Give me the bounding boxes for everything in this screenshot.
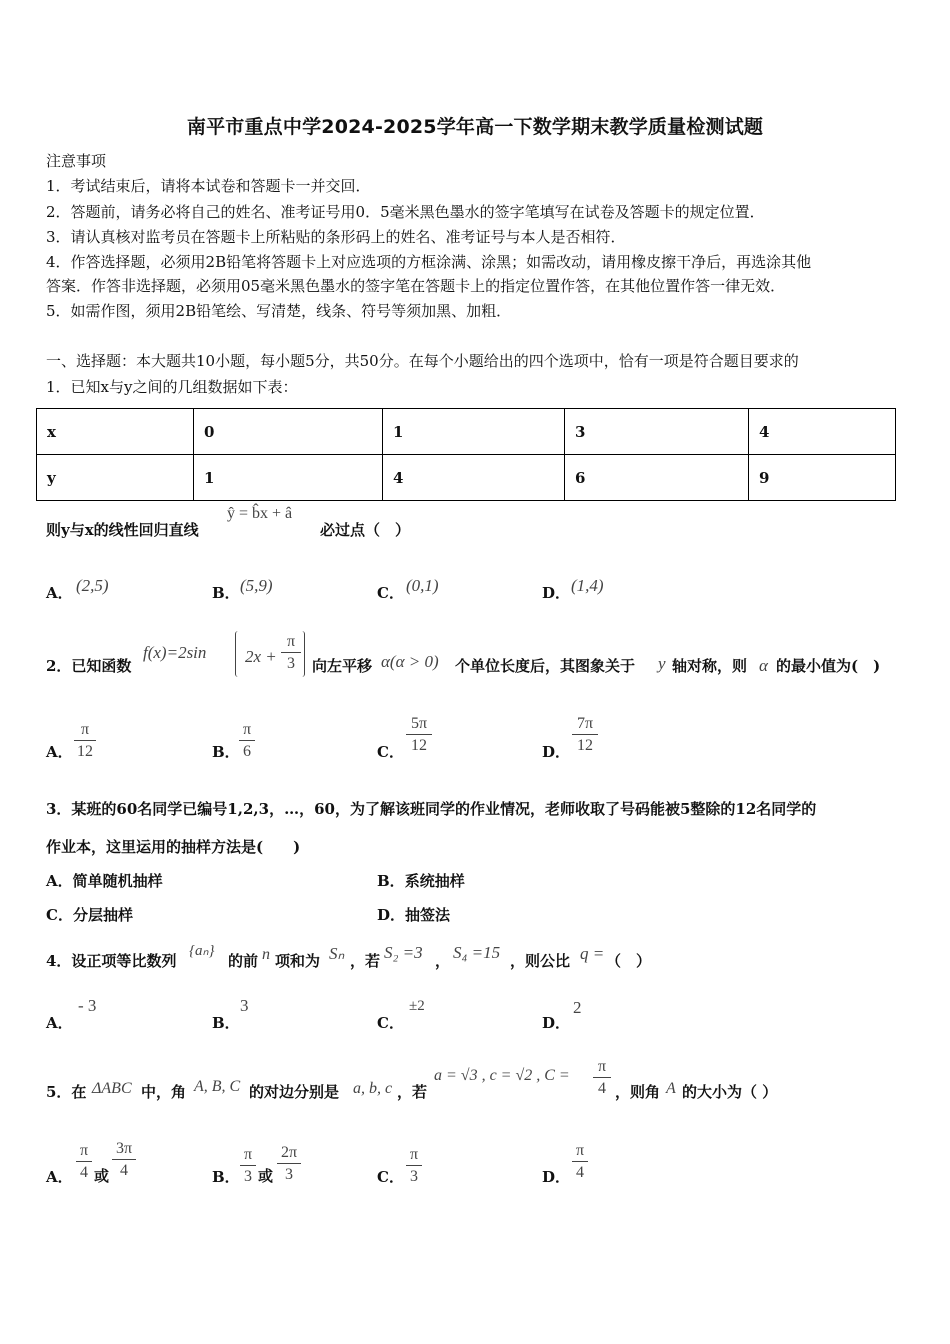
q4-option-a-label: A．	[46, 1014, 73, 1032]
section-heading: 一、选择题：本大题共10小题，每小题5分，共50分。在每个小题给出的四个选项中，恰有一项是符合题目要求的	[46, 352, 799, 370]
q5-triangle: ΔABC	[92, 1080, 132, 1097]
q5-sides: a, b, c	[353, 1080, 393, 1097]
q3-option-b	[377, 871, 465, 891]
frac-num: 7π	[576, 715, 594, 732]
q4-text: ，则公比	[510, 952, 571, 970]
q1-option-d-label: D．	[542, 584, 571, 602]
table-cell: 4	[749, 409, 896, 455]
frac-den: 12	[77, 743, 93, 760]
frac-bar	[74, 740, 96, 741]
frac-num: π	[80, 721, 90, 738]
frac-num: π	[597, 1058, 607, 1075]
q2-alpha: α	[759, 656, 768, 675]
notice-item: 1．考试结束后，请将本试卷和答题卡一并交回．	[46, 177, 371, 195]
q3-stem-line2: 作业本，这里运用的抽样方法是( )	[46, 838, 301, 856]
q4-text: ，若	[350, 952, 381, 970]
frac-num: π	[575, 1142, 585, 1159]
frac-den: 4	[120, 1162, 128, 1179]
frac-num: π	[286, 633, 296, 650]
table-row	[37, 455, 896, 501]
q4-q: q =	[580, 944, 605, 963]
q5-option-b-label: B．	[212, 1168, 240, 1186]
q2-text: 向左平移	[312, 657, 373, 675]
paren-left	[235, 631, 238, 677]
q3-option-a	[46, 871, 163, 891]
q4-option-d-label: D．	[542, 1014, 571, 1032]
table-cell: 3	[565, 409, 749, 455]
q2-option-a-value	[74, 721, 96, 761]
frac-den: 4	[80, 1164, 88, 1181]
table-cell: 4	[383, 455, 565, 501]
q5-option-a-value2	[112, 1140, 136, 1180]
frac-den: 3	[287, 655, 295, 672]
frac-bar	[240, 1165, 256, 1166]
frac-bar	[239, 740, 255, 741]
q5-text: 的对边分别是	[249, 1083, 340, 1101]
q2-option-d-label: D．	[542, 743, 571, 761]
frac-num: π	[242, 721, 252, 738]
q4-s4: S₄ =15	[453, 943, 501, 962]
q2-y: y	[658, 654, 666, 673]
paren-right	[302, 631, 305, 677]
notice-item: 3．请认真核对监考员在答题卡上所粘贴的条形码上的姓名、准考证号与本人是否相符．	[46, 228, 626, 246]
q5-a: A	[666, 1080, 676, 1097]
q5-option-c-value	[406, 1146, 422, 1186]
q1-followup: 则y与x的线性回归直线	[46, 521, 199, 539]
notice-item: 5．如需作图，须用2B铅笔绘、写清楚，线条、符号等须加黑、加粗．	[46, 302, 512, 320]
q3-option-d	[377, 905, 450, 925]
q4-option-a-value: - 3	[78, 996, 97, 1015]
q5-option-c-label: C．	[377, 1168, 404, 1186]
q5-text: ，则角	[615, 1083, 661, 1101]
q4-stem: 4．设正项等比数列	[46, 952, 177, 970]
frac-bar	[593, 1077, 611, 1078]
q4-option-b-label: B．	[212, 1014, 240, 1032]
frac-num: 5π	[410, 715, 428, 732]
option-text: 抽签法	[405, 906, 451, 924]
q5-text: ，若	[397, 1083, 428, 1101]
q3-option-c	[46, 905, 133, 925]
q4-sn: Sₙ	[329, 944, 345, 963]
frac-bar	[572, 734, 598, 735]
frac-bar	[76, 1161, 92, 1162]
q1-option-c-label: C．	[377, 584, 404, 602]
table-row	[37, 409, 896, 455]
notice-item: 答案．作答非选择题，必须用05毫米黑色墨水的签字笔在答题卡上的指定位置作答，在其他位置作答一律无效．	[46, 277, 786, 295]
q5-option-d-value	[572, 1142, 588, 1182]
q2-text: 轴对称，则	[672, 657, 748, 675]
page-title: 南平市重点中学2024-2025学年高一下数学期末教学质量检测试题	[186, 116, 764, 138]
q4-text: ，	[435, 952, 451, 970]
table-cell: 1	[194, 455, 383, 501]
frac-bar	[277, 1163, 301, 1164]
frac-den: 12	[411, 737, 427, 754]
frac-bar	[112, 1159, 136, 1160]
frac-num: π	[243, 1146, 253, 1163]
q4-sequence: {aₙ}	[189, 943, 215, 959]
option-label: D．	[377, 906, 406, 924]
q4-option-d-value: 2	[573, 998, 582, 1017]
q1-option-c-value: (0,1)	[406, 576, 439, 595]
q5-option-a-label: A．	[46, 1168, 73, 1186]
q5-text: 中，角	[141, 1083, 187, 1101]
q4-n: n	[262, 946, 270, 963]
q5-option-b-value2	[277, 1144, 301, 1184]
q5-option-a-value1	[76, 1142, 92, 1182]
frac-bar	[281, 652, 301, 653]
or-text: 或	[258, 1167, 274, 1185]
q4-text: 的前	[228, 952, 259, 970]
frac-den: 3	[244, 1168, 252, 1185]
q5-option-d-label: D．	[542, 1168, 571, 1186]
q1-option-b-value: (5,9)	[240, 576, 273, 595]
or-text: 或	[94, 1167, 110, 1185]
q5-angle-c-fraction	[593, 1058, 611, 1098]
q2-option-c-label: C．	[377, 743, 404, 761]
q2-text: 个单位长度后，其图象关于	[455, 657, 636, 675]
q5-text: 的大小为（ ）	[682, 1083, 778, 1101]
q2-fraction	[281, 633, 301, 673]
q1-option-a-value: (2,5)	[76, 576, 109, 595]
q5-condition: a = √3 , c = √2 , C =	[434, 1067, 570, 1084]
frac-den: 3	[285, 1166, 293, 1183]
q1-option-d-value: (1,4)	[571, 576, 604, 595]
q2-function: f(x)=2sin	[143, 643, 207, 662]
table-cell: 1	[383, 409, 565, 455]
frac-den: 12	[577, 737, 593, 754]
q2-option-c-value	[406, 715, 432, 755]
frac-bar	[406, 734, 432, 735]
q1-option-b-label: B．	[212, 584, 240, 602]
q4-option-c-label: C．	[377, 1014, 404, 1032]
q5-stem: 5．在	[46, 1083, 87, 1101]
q2-option-a-label: A．	[46, 743, 73, 761]
frac-den: 4	[598, 1080, 606, 1097]
option-text: 系统抽样	[404, 872, 465, 890]
frac-num: 3π	[115, 1140, 133, 1157]
q2-option-b-value	[239, 721, 255, 761]
q1-data-table	[36, 408, 896, 501]
frac-den: 4	[576, 1164, 584, 1181]
notice-item: 2．答题前，请务必将自己的姓名、准考证号用0．5毫米黑色墨水的签字笔填写在试卷及答题卡的规定位置．	[46, 203, 765, 221]
notice-item: 4．作答选择题，必须用2B铅笔将答题卡上对应选项的方框涂满、涂黑；如需改动，请用橡皮擦干净后，再选涂其他	[46, 253, 812, 271]
regression-equation: ŷ = b̂x + â	[227, 505, 293, 522]
frac-num: π	[79, 1142, 89, 1159]
frac-num: π	[409, 1146, 419, 1163]
q1-option-a-label: A．	[46, 584, 73, 602]
option-text: 简单随机抽样	[72, 872, 163, 890]
option-label: B．	[377, 872, 405, 890]
q4-option-b-value: 3	[240, 996, 249, 1015]
option-label: A．	[46, 872, 73, 890]
q2-stem: 2．已知函数	[46, 657, 132, 675]
q2-option-b-label: B．	[212, 743, 240, 761]
q1-followup-tail: 必过点（ ）	[320, 521, 411, 539]
q2-text: 的最小值为( )	[776, 657, 881, 675]
frac-num: 2π	[280, 1144, 298, 1161]
q4-text: （ ）	[606, 952, 652, 970]
frac-bar	[572, 1161, 588, 1162]
q4-s2: S₂ =3	[384, 943, 423, 962]
table-cell: y	[37, 455, 194, 501]
frac-bar	[406, 1165, 422, 1166]
q2-option-d-value	[572, 715, 598, 755]
q5-option-b-value1	[240, 1146, 256, 1186]
q4-text: 项和为	[275, 952, 321, 970]
table-cell: x	[37, 409, 194, 455]
frac-den: 3	[410, 1168, 418, 1185]
table-cell: 6	[565, 455, 749, 501]
q3-stem-line1: 3．某班的60名同学已编号1,2,3，…，60，为了解该班同学的作业情况，老师收取了号码能被5整除的12名同学的	[46, 800, 817, 818]
q2-alpha-condition: α(α > 0)	[381, 652, 439, 671]
table-cell: 0	[194, 409, 383, 455]
q2-argument: 2x +	[245, 647, 277, 666]
table-cell: 9	[749, 455, 896, 501]
q5-angles: A, B, C	[194, 1078, 241, 1095]
q4-option-c-value: ±2	[409, 998, 425, 1014]
notice-heading: 注意事项	[46, 152, 107, 170]
option-label: C．	[46, 906, 73, 924]
q1-stem: 1．已知x与y之间的几组数据如下表：	[46, 378, 298, 396]
option-text: 分层抽样	[72, 906, 133, 924]
frac-den: 6	[243, 743, 251, 760]
